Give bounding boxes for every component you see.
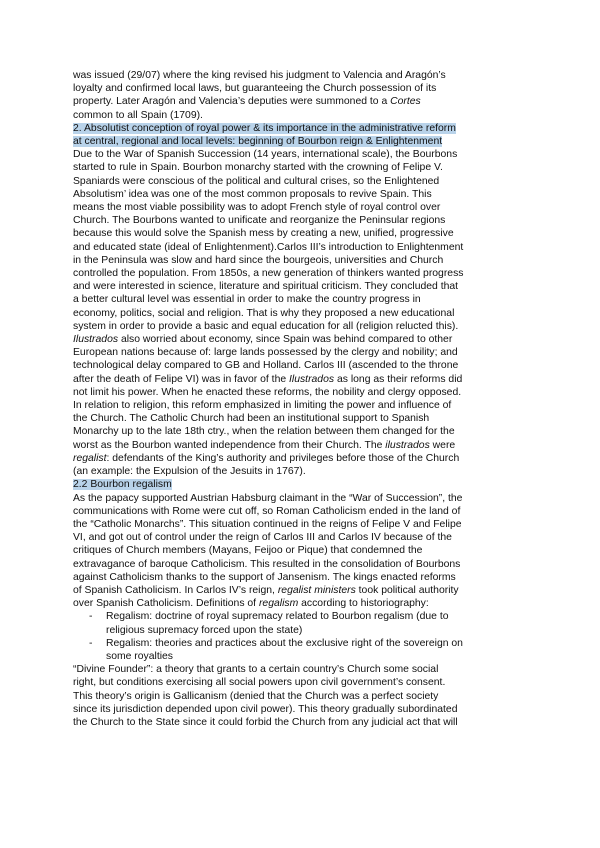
italic-term: Ilustrados [73, 334, 119, 346]
text-line: system in order to provide a basic and equal education for all (religion relucted this). [73, 320, 459, 332]
text-line: “Divine Founder”: a theory that grants to a certain country’s Church some social [73, 664, 439, 676]
text-line: Absolutism’ idea was one of the most common proposals to revive Spain. This [73, 188, 432, 200]
text-line: was issued (29/07) where the king revised his judgment to Valencia and Aragón’s [73, 70, 446, 81]
text-run: as long as their reforms did [334, 373, 463, 385]
text-line: In relation to religion, this reform emphasized in limiting the power and influence of [73, 400, 452, 412]
section-2-2-heading [73, 478, 535, 491]
section-2-heading [73, 122, 535, 148]
text-line: the Church. The Catholic Church had been an institutional support to Spanish [73, 413, 430, 425]
text-line: extravagance of baroque Catholicism. This resulted in the consolidation of Bourbons [73, 558, 461, 570]
text-run: Regalism: doctrine of royal supremacy related to Bourbon regalism (due to [106, 611, 449, 623]
text-run: of Spanish Catholicism. In Carlos IV’s reign, [73, 584, 278, 596]
italic-term: regalism [258, 598, 299, 610]
text-line: a better cultural level was essential in order to make the country progress in [73, 294, 421, 306]
text-line: Monarchy up to the late 18th ctry., when the relation between them changed for the [73, 426, 455, 438]
list-item-line: religious supremacy forced upon the state) [106, 624, 303, 636]
text-line: VI, and got out of control under the reign of Carlos III and Carlos IV because of the [73, 532, 452, 544]
text-run: Regalism: theories and practices about the exclusive right of the sovereign on [106, 637, 463, 649]
text-line: Due to the War of Spanish Succession (14 years, international scale), the Bourbons [73, 149, 458, 161]
text-line: common to all Spain (1709). [73, 109, 203, 121]
italic-term: Ilustrados [289, 373, 335, 385]
text-line: and educated state (ideal of Enlightenment).Carlos III’s introduction to Enlightenment [73, 241, 464, 253]
text-line: Spaniards were conscious of the political and cultural crises, so the Enlightened [73, 175, 440, 187]
heading-line [73, 122, 535, 135]
highlighted-heading-text: 2.2 Bourbon regalism [73, 479, 172, 491]
text-line [73, 373, 535, 386]
text-line: This theory’s origin is Gallicanism (denied that the Church was a perfect society [73, 690, 439, 702]
text-line [73, 452, 535, 465]
list-item-line: some royalties [106, 650, 173, 662]
text-line: technological delay compared to GB and Holland. Carlos III (ascended to the throne [73, 360, 459, 372]
list-item [73, 637, 535, 663]
text-line: As the papacy supported Austrian Habsburg claimant in the “War of Succession”, the [73, 492, 463, 504]
text-line: against Catholicism thanks to the support of Jansenism. The kings enacted reforms [73, 571, 456, 583]
text-line: since its jurisdiction depended upon civil power). This theory gradually subordinated [73, 703, 458, 715]
text-run: after the death of Felipe VI) was in favor of the [73, 373, 290, 385]
document-body [73, 69, 535, 729]
text-run: were [429, 439, 456, 451]
text-run: worst as the Bourbon wanted independence from their Church. The [73, 439, 386, 451]
text-line: right, but conditions exercising all social powers upon civil government’s consent. [73, 677, 446, 689]
intro-paragraph [73, 69, 535, 122]
text-line: controlled the population. From 1850s, a new generation of thinkers wanted progress [73, 268, 464, 280]
text-line: European nations because of: large lands possessed by the clergy and nobility; and [73, 347, 458, 359]
text-line: the “Catholic Monarchs”. This situation continued in the reigns of Felipe V and Felipe [73, 518, 462, 530]
text-line: started to rule in Spain. Bourbon monarchy started with the crowning of Felipe V. [73, 162, 443, 174]
text-line: and were interested in science, literature and spiritual criticism. They concluded that [73, 281, 459, 293]
list-item-line [73, 610, 535, 623]
text-line: economy, politics, social and religion. That is why they proposed a new educational [73, 307, 455, 319]
text-line: communications with Rome were cut off, so Roman Catholicism ended in the land of [73, 505, 461, 517]
italic-term: ilustrados [385, 439, 430, 451]
list-dash: - [89, 637, 93, 649]
bullet-list [73, 610, 535, 663]
italic-term: Cortes [390, 96, 421, 108]
text-line: because this would solve the Spanish mess by creating a new, unified, progressive [73, 228, 454, 240]
heading-line [73, 135, 535, 148]
text-run: : defendants of the King’s authority and privileges before those of the Church [106, 452, 460, 464]
text-line: the Church to the State since it could forbid the Church from any judicial act that will [73, 716, 458, 728]
text-run: also worried about economy, since Spain was behind compared to other [118, 334, 453, 346]
text-line: not limit his power. When he enacted these reforms, the nobility and clergy opposed. [73, 386, 462, 398]
text-run: over Spanish Catholicism. Definitions of [73, 598, 259, 610]
italic-term: regalist ministers [277, 584, 356, 596]
text-line: loyalty and confirmed local laws, but guaranteeing the Church possession of its [73, 83, 437, 95]
text-line: in the Peninsula was slow and hard since the bourgeois, universities and Church [73, 254, 444, 266]
text-line: critiques of Church members (Mayans, Feijoo or Pique) that condemned the [73, 545, 423, 557]
highlighted-heading-text: at central, regional and local levels: beginning of Bourbon reign & Enlightenment [73, 136, 443, 148]
text-line [73, 95, 535, 108]
heading-line [73, 478, 535, 491]
list-item-line [73, 637, 535, 650]
text-line: means the most viable possibility was to adopt French style of royal control over [73, 202, 441, 214]
text-line [73, 597, 535, 610]
text-line [73, 333, 535, 346]
text-run: property. Later Aragón and Valencia’s deputies were summoned to a [73, 96, 391, 108]
text-line [73, 439, 535, 452]
list-dash: - [89, 611, 93, 623]
italic-term: regalist [73, 452, 107, 464]
text-run: according to historiography: [298, 598, 429, 610]
text-line: (an example: the Expulsion of the Jesuits in 1767). [73, 466, 306, 478]
section-2-body [73, 148, 535, 478]
text-line [73, 584, 535, 597]
highlighted-heading-text: 2. Absolutist conception of royal power & its importance in the administrative reform [73, 122, 456, 134]
section-2-2-body [73, 492, 535, 730]
list-item [73, 610, 535, 636]
text-run: took political authority [355, 584, 459, 596]
text-line: Church. The Bourbons wanted to unificate and reorganize the Peninsular regions [73, 215, 446, 227]
